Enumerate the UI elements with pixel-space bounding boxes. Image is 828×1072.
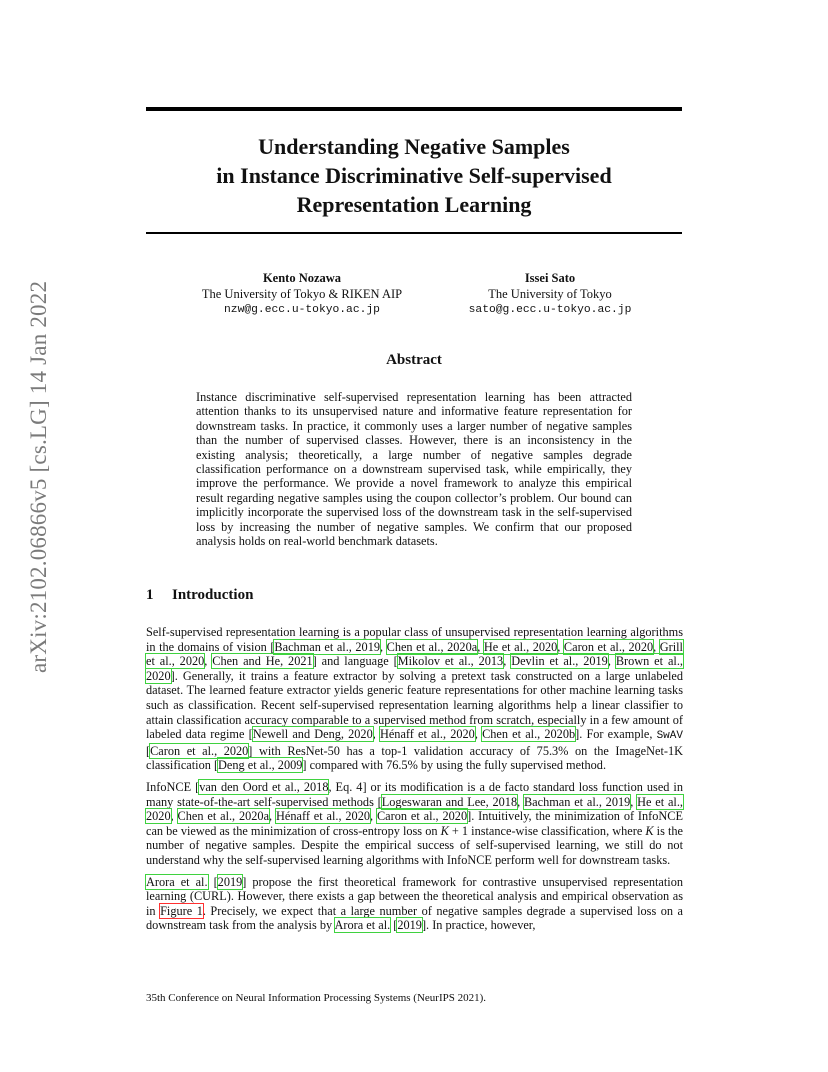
citation-link[interactable]: Newell and Deng, 2020 [252,727,373,742]
method-name: SwAV [656,730,683,743]
citation-link[interactable]: Arora et al. [146,874,208,889]
section-heading [146,587,253,604]
introduction-body [146,625,683,940]
text-span: , Eq. 4] or its modification is a de facto standard loss function used in many state-of-the-art self-supervised methods [ [146,779,683,809]
paragraph: Self-supervised representation learning is a popular class of unsupervised representation learning algorithms in the domains of vision [Bachman et al., 2019, Chen et al., 2020a, He et al., 2020, Caron et al., 2020, Grill et al., 2020, Chen and He, 2021] and language [Mikolov et al., 2013, Devlin et al., 2019, Brown et al., 2020]. Generally, it trains a feature extractor by solving a pretext task constructed on a large unlabeled dataset. The learned feature extractor yields generic feature representations for other machine learning tasks such as classification. Recent self-supervised representation learning algorithms help a linear classifier to attain classification accuracy comparable to a supervised method from scratch, especially in a few amount of labeled data regime [Newell and Deng, 2020, Hénaff et al., 2020, Chen et al., 2020b]. For example, SwAV [Caron et al., 2020] with ResNet-50 has a top-1 validation accuracy of 75.3% on the ImageNet-1K classification [Deng et al., 2009] compared with 76.5% by using the fully supervised method. [146,625,683,773]
citation-link[interactable]: 2019 [217,874,243,889]
text-span: propose the first theoretical framework for contrastive unsupervised representation learning (CURL). However, there exists a gap between the theoretical analysis and empirical observation as in [146,874,683,918]
citation-link[interactable]: Mikolov et al., 2013 [397,654,504,669]
section-title: Introduction [172,587,254,603]
title-line: in Instance Discriminative Self-supervised [216,163,612,188]
citation-link[interactable]: Arora et al. [334,918,391,933]
title-line: Understanding Negative Samples [258,134,570,159]
math-symbol: K [440,823,449,838]
text-span: . Precisely, we expect that a large number of negative samples degrade a supervised loss on a downstream task from the analysis by [146,903,684,933]
abstract-text: Instance discriminative self-supervised representation learning has been attracted attention thanks to its unsupervised nature and informative feature representation for downstream tasks. In practice, it commonly uses a larger number of negative samples than the number of supervised classes. However, there is an inconsistency in the existing analysis; theoretically, a large number of negative samples degrade classification performance on a downstream supervised task, while empirically, they improve the performance. We provide a novel framework to analyze this empirical result regarding negative samples using the coupon collector’s problem. Our bound can implicitly incorporate the supervised loss of the downstream task in the self-supervised loss by increasing the number of negative samples. We confirm that our proposed analysis holds on real-world benchmark datasets. [196,390,632,549]
text-span: ]. In practice, however, [421,918,536,933]
author-email[interactable]: nzw@g.ecc.u-tokyo.ac.jp [224,304,380,316]
math-symbol: K [645,823,654,838]
text-span: + 1 instance-wise classification, where [448,823,646,838]
citation-link[interactable]: Bachman et al., 2019 [523,794,631,809]
citation-link[interactable]: Chen et al., 2020b [482,727,576,742]
author-block [432,270,668,318]
abstract-heading: Abstract [386,352,442,368]
text-span: is the number of negative samples. Despite the empirical success of self-supervised learning, we still do not understand why the self-supervised learning algorithms with InfoNCE perform well for downstream tasks. [146,823,683,867]
citation-link[interactable]: He et al., 2020 [483,639,558,654]
title-bottom-rule [146,232,682,234]
citation-link[interactable]: Devlin et al., 2019 [511,654,608,669]
title-top-rule [146,107,682,111]
citation-link[interactable]: Caron et al., 2020 [563,639,654,654]
arxiv-id: arXiv:2102.06866v5 [cs.LG] 14 Jan 2022 [26,280,51,673]
text-span: Self-supervised representation learning is a popular class of unsupervised representation learning algorithms in the domains of vision [ [146,625,683,654]
author-email[interactable]: sato@g.ecc.u-tokyo.ac.jp [468,304,632,316]
citation-link[interactable]: Chen et al., 2020a [386,639,478,654]
citation-link[interactable]: Brown et al., 2020 [146,654,683,683]
author-block [176,270,428,318]
author-name: Kento Nozawa [262,271,342,285]
citation-link[interactable]: Bachman et al., 2019 [274,639,380,654]
text-span: ]. Generally, it trains a feature extractor by solving a pretext task constructed on a large unlabeled dataset. The learned feature extractor yields generic feature representations for other machine learning tasks such as classification. Recent self-supervised representation learning algorithms help a linear classifier to attain classification accuracy comparable to a supervised method from scratch, especially in a few amount of labeled data regime [ [146,668,683,742]
citation-link[interactable]: Chen et al., 2020a [177,809,270,824]
citation-link[interactable]: Hénaff et al., 2020 [276,809,370,824]
text-span: ]. For example, [575,727,657,742]
citation-link[interactable]: Caron et al., 2020 [150,743,249,758]
citation-link[interactable]: Deng et al., 2009 [218,758,303,773]
text-span: ] with ResNet-50 has a top-1 validation accuracy of 75.3% on the ImageNet-1K classification [ [146,743,683,773]
author-name: Issei Sato [524,271,576,285]
author-affiliation: The University of Tokyo & RIKEN AIP [201,287,403,301]
figure-reference-link[interactable]: Figure 1 [160,903,203,918]
text-span: ]. Intuitively, the minimization of InfoNCE can be viewed as the minimization of cross-entropy loss on [146,809,684,838]
citation-link[interactable]: Grill et al., 2020 [146,639,683,669]
text-span: ] compared with 76.5% by using the fully supervised method. [302,758,607,773]
paragraph: InfoNCE [van den Oord et al., 2018, Eq. 4] or its modification is a de facto standard loss function used in many state-of-the-art self-supervised methods [Logeswaran and Lee, 2018, Bachman et al., 2019, He et al., 2020, Chen et al., 2020a, Hénaff et al., 2020, Caron et al., 2020]. Intuitively, the minimization of InfoNCE can be viewed as the minimization of cross-entropy loss on K + 1 instance-wise classification, where K is the number of negative samples. Despite the empirical success of self-supervised learning, we still do not understand why the self-supervised learning algorithms with InfoNCE perform well for downstream tasks. [146,779,684,867]
citation-link[interactable]: Caron et al., 2020 [376,809,468,824]
citation-link[interactable]: He et al., 2020 [146,794,683,824]
section-number: 1 [146,587,154,603]
text-span: ] and language [ [312,654,398,669]
citation-link[interactable]: van den Oord et al., 2018 [199,779,329,794]
conference-footnote: 35th Conference on Neural Information Processing Systems (NeurIPS 2021). [146,992,487,1004]
citation-link[interactable]: Chen and He, 2021 [212,654,313,669]
title-line: Representation Learning [296,192,532,217]
author-affiliation: The University of Tokyo [488,287,612,301]
citation-link[interactable]: Hénaff et al., 2020 [379,727,475,742]
paragraph: Arora et al. [2019] propose the first theoretical framework for contrastive unsupervised representation learning (CURL). However, there exists a gap between the theoretical analysis and empirical observation as in Figure 1. Precisely, we expect that a large number of negative samples degrade a supervised loss on a downstream task from the analysis by Arora et al. [2019]. In practice, however, [146,874,684,933]
citation-link[interactable]: 2019 [397,918,422,933]
paper-title [146,132,682,219]
citation-link[interactable]: Logeswaran and Lee, 2018 [381,794,518,809]
